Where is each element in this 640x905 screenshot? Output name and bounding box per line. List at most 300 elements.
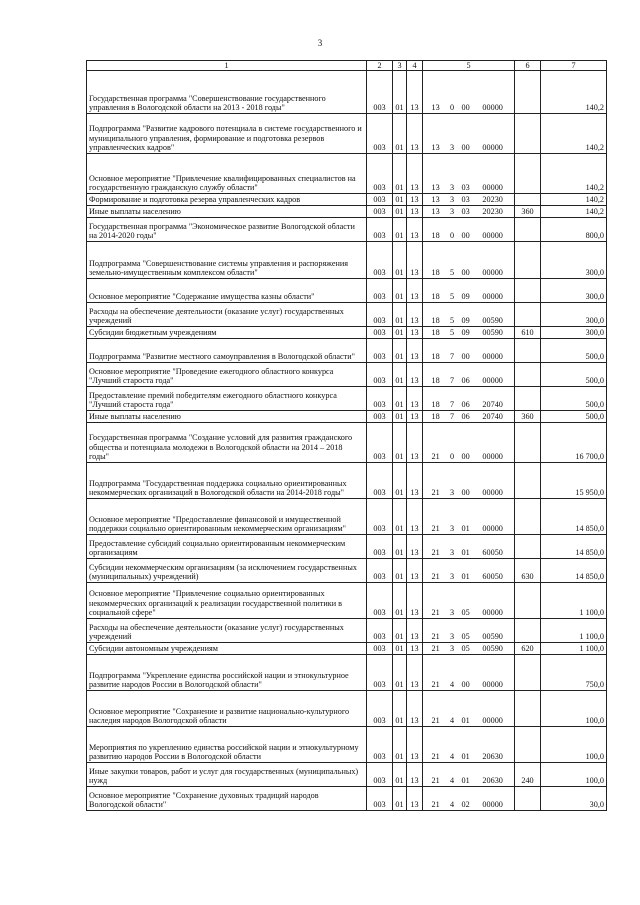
target-article-cell xyxy=(423,71,515,114)
expense-type-cell xyxy=(515,463,541,499)
ministry-code-cell: 003 xyxy=(367,463,393,499)
ministry-code-cell: 003 xyxy=(367,303,393,327)
target-code-part: 00 xyxy=(461,268,470,278)
budget-table xyxy=(86,60,607,811)
amount-cell: 1 100,0 xyxy=(541,643,607,655)
target-code-part: 01 xyxy=(461,572,470,582)
section-code-cell: 01 xyxy=(393,643,407,655)
target-code-part: 3 xyxy=(450,644,455,654)
target-code-part: 18 xyxy=(431,400,440,410)
ministry-code-cell: 003 xyxy=(367,559,393,583)
ministry-code-cell: 003 xyxy=(367,691,393,727)
table-row xyxy=(87,327,607,339)
expense-name-cell: Основное мероприятие "Содержание имущества казны области" xyxy=(87,279,367,303)
expense-type-cell: 620 xyxy=(515,643,541,655)
ministry-code-cell: 003 xyxy=(367,279,393,303)
expense-name-cell: Подпрограмма "Государственная поддержка социально ориентированных некоммерческих организаций в Вологодской области на 2014-2018 годы" xyxy=(87,463,367,499)
amount-cell: 1 100,0 xyxy=(541,583,607,619)
target-article-cell xyxy=(423,114,515,154)
table-row xyxy=(87,499,607,535)
target-code-part: 5 xyxy=(450,268,455,278)
subsection-code-cell: 13 xyxy=(407,327,423,339)
target-code-part: 18 xyxy=(431,412,440,422)
expense-type-cell xyxy=(515,423,541,463)
amount-cell: 300,0 xyxy=(541,242,607,279)
amount-cell: 30,0 xyxy=(541,787,607,811)
table-body xyxy=(87,71,607,811)
target-code-part: 13 xyxy=(431,143,440,153)
expense-type-cell xyxy=(515,114,541,154)
table-row xyxy=(87,303,607,327)
target-code-part: 00000 xyxy=(482,716,503,726)
target-code-part: 21 xyxy=(431,800,440,810)
table-row xyxy=(87,691,607,727)
amount-cell: 140,2 xyxy=(541,154,607,194)
target-code-part: 60050 xyxy=(482,548,503,558)
target-code-part: 09 xyxy=(461,316,470,326)
section-code-cell: 01 xyxy=(393,535,407,559)
expense-type-cell xyxy=(515,499,541,535)
target-article-cell xyxy=(423,387,515,411)
table-row xyxy=(87,619,607,643)
expense-name-cell: Формирование и подготовка резерва управленческих кадров xyxy=(87,194,367,206)
ministry-code-cell: 003 xyxy=(367,499,393,535)
table-row xyxy=(87,583,607,619)
target-code-part: 18 xyxy=(431,316,440,326)
target-article-code xyxy=(425,400,512,410)
subsection-code-cell: 13 xyxy=(407,194,423,206)
target-article-cell xyxy=(423,691,515,727)
amount-cell: 100,0 xyxy=(541,763,607,787)
ministry-code-cell: 003 xyxy=(367,363,393,387)
target-code-part: 00000 xyxy=(482,352,503,362)
target-code-part: 18 xyxy=(431,292,440,302)
target-code-part: 13 xyxy=(431,103,440,113)
target-code-part: 20740 xyxy=(482,412,503,422)
amount-cell: 1 100,0 xyxy=(541,619,607,643)
subsection-code-cell: 13 xyxy=(407,339,423,363)
header-cell: 5 xyxy=(423,61,515,71)
target-code-part: 21 xyxy=(431,680,440,690)
target-code-part: 21 xyxy=(431,548,440,558)
section-code-cell: 01 xyxy=(393,787,407,811)
subsection-code-cell: 13 xyxy=(407,242,423,279)
ministry-code-cell: 003 xyxy=(367,327,393,339)
section-code-cell: 01 xyxy=(393,194,407,206)
target-code-part: 60050 xyxy=(482,572,503,582)
target-code-part: 00590 xyxy=(482,644,503,654)
subsection-code-cell: 13 xyxy=(407,114,423,154)
target-code-part: 7 xyxy=(450,412,455,422)
subsection-code-cell: 13 xyxy=(407,643,423,655)
table-row xyxy=(87,727,607,763)
target-code-part: 20740 xyxy=(482,400,503,410)
target-code-part: 05 xyxy=(461,608,470,618)
target-code-part: 3 xyxy=(450,632,455,642)
amount-cell: 800,0 xyxy=(541,218,607,242)
target-code-part: 3 xyxy=(450,488,455,498)
target-code-part: 00000 xyxy=(482,376,503,386)
target-code-part: 20230 xyxy=(482,195,503,205)
expense-type-cell xyxy=(515,655,541,691)
target-code-part: 13 xyxy=(431,207,440,217)
table-row xyxy=(87,387,607,411)
subsection-code-cell: 13 xyxy=(407,499,423,535)
target-code-part: 03 xyxy=(461,183,470,193)
target-article-cell xyxy=(423,727,515,763)
target-code-part: 21 xyxy=(431,572,440,582)
ministry-code-cell: 003 xyxy=(367,218,393,242)
section-code-cell: 01 xyxy=(393,327,407,339)
target-article-code xyxy=(425,776,512,786)
table-row xyxy=(87,206,607,218)
target-code-part: 00000 xyxy=(482,103,503,113)
expense-name-cell: Государственная программа "Совершенствование государственного управления в Вологодской области на 2013 - 2018 годы" xyxy=(87,71,367,114)
target-code-part: 0 xyxy=(450,231,455,241)
target-article-cell xyxy=(423,303,515,327)
target-article-code xyxy=(425,608,512,618)
amount-cell: 500,0 xyxy=(541,363,607,387)
header-cell: 2 xyxy=(367,61,393,71)
section-code-cell: 01 xyxy=(393,303,407,327)
expense-type-cell xyxy=(515,535,541,559)
target-code-part: 00000 xyxy=(482,231,503,241)
ministry-code-cell: 003 xyxy=(367,619,393,643)
amount-cell: 140,2 xyxy=(541,114,607,154)
subsection-code-cell: 13 xyxy=(407,423,423,463)
target-code-part: 18 xyxy=(431,268,440,278)
target-code-part: 21 xyxy=(431,752,440,762)
target-code-part: 01 xyxy=(461,524,470,534)
target-code-part: 5 xyxy=(450,292,455,302)
header-cell: 6 xyxy=(515,61,541,71)
table-row xyxy=(87,423,607,463)
amount-cell: 300,0 xyxy=(541,279,607,303)
expense-type-cell xyxy=(515,787,541,811)
target-code-part: 00000 xyxy=(482,183,503,193)
target-code-part: 09 xyxy=(461,328,470,338)
ministry-code-cell: 003 xyxy=(367,339,393,363)
target-code-part: 00000 xyxy=(482,292,503,302)
section-code-cell: 01 xyxy=(393,655,407,691)
ministry-code-cell: 003 xyxy=(367,194,393,206)
ministry-code-cell: 003 xyxy=(367,787,393,811)
expense-type-cell: 630 xyxy=(515,559,541,583)
ministry-code-cell: 003 xyxy=(367,583,393,619)
section-code-cell: 01 xyxy=(393,154,407,194)
section-code-cell: 01 xyxy=(393,218,407,242)
target-article-cell xyxy=(423,499,515,535)
expense-name-cell: Мероприятия по укреплению единства российской нации и этнокультурному развитию народов России в Вологодской области xyxy=(87,727,367,763)
section-code-cell: 01 xyxy=(393,114,407,154)
target-code-part: 3 xyxy=(450,548,455,558)
target-code-part: 00000 xyxy=(482,143,503,153)
amount-cell: 300,0 xyxy=(541,327,607,339)
target-article-cell xyxy=(423,242,515,279)
target-code-part: 3 xyxy=(450,143,455,153)
subsection-code-cell: 13 xyxy=(407,411,423,423)
target-article-code xyxy=(425,548,512,558)
target-article-code xyxy=(425,524,512,534)
target-code-part: 00 xyxy=(461,680,470,690)
target-code-part: 00590 xyxy=(482,632,503,642)
target-article-cell xyxy=(423,423,515,463)
section-code-cell: 01 xyxy=(393,339,407,363)
target-article-code xyxy=(425,572,512,582)
target-code-part: 0 xyxy=(450,452,455,462)
target-article-code xyxy=(425,412,512,422)
amount-cell: 14 850,0 xyxy=(541,499,607,535)
ministry-code-cell: 003 xyxy=(367,655,393,691)
target-code-part: 3 xyxy=(450,207,455,217)
expense-name-cell: Субсидии бюджетным учреждениям xyxy=(87,327,367,339)
target-article-code xyxy=(425,183,512,193)
target-code-part: 09 xyxy=(461,292,470,302)
expense-name-cell: Подпрограмма "Развитие кадрового потенциала в системе государственного и муниципального управления, формирование и подготовка резервов управленческих кадров" xyxy=(87,114,367,154)
target-article-cell xyxy=(423,194,515,206)
header-cell: 3 xyxy=(393,61,407,71)
expense-name-cell: Предоставление субсидий социально ориентированным некоммерческим организациям xyxy=(87,535,367,559)
table-row xyxy=(87,218,607,242)
expense-name-cell: Субсидии некоммерческим организациям (за исключением государственных (муниципальных) учреждений) xyxy=(87,559,367,583)
expense-type-cell xyxy=(515,363,541,387)
target-article-code xyxy=(425,195,512,205)
table-row xyxy=(87,363,607,387)
subsection-code-cell: 13 xyxy=(407,691,423,727)
expense-type-cell: 360 xyxy=(515,411,541,423)
expense-type-cell xyxy=(515,619,541,643)
subsection-code-cell: 13 xyxy=(407,154,423,194)
expense-type-cell xyxy=(515,583,541,619)
amount-cell: 750,0 xyxy=(541,655,607,691)
amount-cell: 300,0 xyxy=(541,303,607,327)
expense-name-cell: Основное мероприятие "Привлечение социально ориентированных некоммерческих организаций к реализации государственной политики в социальной сфере" xyxy=(87,583,367,619)
target-code-part: 5 xyxy=(450,316,455,326)
subsection-code-cell: 13 xyxy=(407,655,423,691)
section-code-cell: 01 xyxy=(393,387,407,411)
amount-cell: 100,0 xyxy=(541,691,607,727)
ministry-code-cell: 003 xyxy=(367,727,393,763)
target-code-part: 00000 xyxy=(482,452,503,462)
section-code-cell: 01 xyxy=(393,619,407,643)
target-code-part: 01 xyxy=(461,776,470,786)
target-article-cell xyxy=(423,643,515,655)
target-code-part: 13 xyxy=(431,195,440,205)
table-row xyxy=(87,411,607,423)
target-article-code xyxy=(425,800,512,810)
target-code-part: 00 xyxy=(461,452,470,462)
subsection-code-cell: 13 xyxy=(407,535,423,559)
amount-cell: 14 850,0 xyxy=(541,559,607,583)
target-code-part: 21 xyxy=(431,644,440,654)
expense-name-cell: Предоставление премий победителям ежегодного областного конкурса "Лучший староста года" xyxy=(87,387,367,411)
target-code-part: 05 xyxy=(461,644,470,654)
subsection-code-cell: 13 xyxy=(407,363,423,387)
expense-type-cell: 360 xyxy=(515,206,541,218)
target-article-cell xyxy=(423,763,515,787)
target-article-cell xyxy=(423,218,515,242)
subsection-code-cell: 13 xyxy=(407,559,423,583)
target-article-code xyxy=(425,452,512,462)
target-code-part: 4 xyxy=(450,800,455,810)
expense-name-cell: Государственная программа "Экономическое развитие Вологодской области на 2014-2020 годы" xyxy=(87,218,367,242)
amount-cell: 14 850,0 xyxy=(541,535,607,559)
target-code-part: 00590 xyxy=(482,328,503,338)
ministry-code-cell: 003 xyxy=(367,71,393,114)
target-code-part: 06 xyxy=(461,412,470,422)
header-cell: 1 xyxy=(87,61,367,71)
expense-type-cell xyxy=(515,71,541,114)
target-article-code xyxy=(425,328,512,338)
target-article-code xyxy=(425,376,512,386)
target-article-cell xyxy=(423,619,515,643)
expense-type-cell xyxy=(515,154,541,194)
expense-name-cell: Подпрограмма "Развитие местного самоуправления в Вологодской области" xyxy=(87,339,367,363)
table-row xyxy=(87,787,607,811)
subsection-code-cell: 13 xyxy=(407,303,423,327)
target-article-code xyxy=(425,644,512,654)
target-code-part: 4 xyxy=(450,752,455,762)
expense-name-cell: Иные выплаты населению xyxy=(87,206,367,218)
expense-name-cell: Основное мероприятие "Привлечение квалифицированных специалистов на государственную гражданскую службу области" xyxy=(87,154,367,194)
target-code-part: 4 xyxy=(450,776,455,786)
section-code-cell: 01 xyxy=(393,559,407,583)
target-code-part: 18 xyxy=(431,352,440,362)
expense-type-cell xyxy=(515,339,541,363)
target-code-part: 21 xyxy=(431,488,440,498)
table-header-row xyxy=(87,61,607,71)
target-code-part: 7 xyxy=(450,376,455,386)
target-code-part: 00000 xyxy=(482,524,503,534)
target-article-cell xyxy=(423,411,515,423)
target-code-part: 01 xyxy=(461,716,470,726)
table-row xyxy=(87,655,607,691)
expense-name-cell: Подпрограмма "Укрепление единства российской нации и этнокультурное развитие народов России в Вологодской области" xyxy=(87,655,367,691)
amount-cell: 15 950,0 xyxy=(541,463,607,499)
section-code-cell: 01 xyxy=(393,463,407,499)
target-article-cell xyxy=(423,787,515,811)
subsection-code-cell: 13 xyxy=(407,727,423,763)
ministry-code-cell: 003 xyxy=(367,535,393,559)
section-code-cell: 01 xyxy=(393,242,407,279)
target-code-part: 3 xyxy=(450,195,455,205)
target-article-code xyxy=(425,752,512,762)
expense-name-cell: Основное мероприятие "Сохранение и развитие национально-культурного наследия народов Вологодской области xyxy=(87,691,367,727)
target-code-part: 21 xyxy=(431,608,440,618)
target-code-part: 7 xyxy=(450,400,455,410)
target-code-part: 21 xyxy=(431,716,440,726)
table-row xyxy=(87,114,607,154)
section-code-cell: 01 xyxy=(393,423,407,463)
expense-type-cell xyxy=(515,387,541,411)
target-code-part: 06 xyxy=(461,400,470,410)
target-code-part: 05 xyxy=(461,632,470,642)
target-code-part: 3 xyxy=(450,572,455,582)
expense-type-cell: 240 xyxy=(515,763,541,787)
target-code-part: 00000 xyxy=(482,488,503,498)
section-code-cell: 01 xyxy=(393,279,407,303)
expense-name-cell: Основное мероприятие "Проведение ежегодного областного конкурса "Лучший староста года" xyxy=(87,363,367,387)
amount-cell: 140,2 xyxy=(541,206,607,218)
target-code-part: 00 xyxy=(461,143,470,153)
target-code-part: 03 xyxy=(461,195,470,205)
target-code-part: 01 xyxy=(461,548,470,558)
ministry-code-cell: 003 xyxy=(367,423,393,463)
target-code-part: 00000 xyxy=(482,608,503,618)
target-code-part: 00000 xyxy=(482,800,503,810)
section-code-cell: 01 xyxy=(393,411,407,423)
target-article-cell xyxy=(423,327,515,339)
target-code-part: 00 xyxy=(461,352,470,362)
expense-type-cell xyxy=(515,194,541,206)
amount-cell: 100,0 xyxy=(541,727,607,763)
ministry-code-cell: 003 xyxy=(367,114,393,154)
expense-name-cell: Подпрограмма "Совершенствование системы управления и распоряжения земельно-имущественным комплексом области" xyxy=(87,242,367,279)
table-row xyxy=(87,242,607,279)
subsection-code-cell: 13 xyxy=(407,463,423,499)
expense-name-cell: Основное мероприятие "Предоставление финансовой и имущественной поддержки социально ориентированным некоммерческим организациям" xyxy=(87,499,367,535)
subsection-code-cell: 13 xyxy=(407,218,423,242)
target-article-cell xyxy=(423,279,515,303)
expense-name-cell: Расходы на обеспечение деятельности (оказание услуг) государственных учреждений xyxy=(87,619,367,643)
target-article-cell xyxy=(423,463,515,499)
table-row xyxy=(87,339,607,363)
ministry-code-cell: 003 xyxy=(367,206,393,218)
expense-type-cell xyxy=(515,691,541,727)
expense-type-cell xyxy=(515,727,541,763)
section-code-cell: 01 xyxy=(393,206,407,218)
header-cell: 4 xyxy=(407,61,423,71)
table-row xyxy=(87,194,607,206)
expense-type-cell xyxy=(515,303,541,327)
target-article-cell xyxy=(423,655,515,691)
amount-cell: 500,0 xyxy=(541,411,607,423)
target-article-cell xyxy=(423,339,515,363)
subsection-code-cell: 13 xyxy=(407,279,423,303)
expense-type-cell xyxy=(515,218,541,242)
target-code-part: 18 xyxy=(431,376,440,386)
target-article-cell xyxy=(423,535,515,559)
table-row xyxy=(87,643,607,655)
target-code-part: 7 xyxy=(450,352,455,362)
target-article-code xyxy=(425,316,512,326)
target-code-part: 06 xyxy=(461,376,470,386)
target-code-part: 03 xyxy=(461,207,470,217)
ministry-code-cell: 003 xyxy=(367,154,393,194)
target-code-part: 21 xyxy=(431,632,440,642)
target-code-part: 4 xyxy=(450,680,455,690)
table-row xyxy=(87,279,607,303)
target-code-part: 00000 xyxy=(482,268,503,278)
amount-cell: 140,2 xyxy=(541,194,607,206)
expense-name-cell: Основное мероприятие "Сохранение духовных традиций народов Вологодской области" xyxy=(87,787,367,811)
expense-type-cell: 610 xyxy=(515,327,541,339)
subsection-code-cell: 13 xyxy=(407,619,423,643)
target-code-part: 18 xyxy=(431,328,440,338)
section-code-cell: 01 xyxy=(393,499,407,535)
target-article-code xyxy=(425,352,512,362)
target-article-code xyxy=(425,488,512,498)
target-code-part: 21 xyxy=(431,776,440,786)
expense-name-cell: Государственная программа "Создание условий для развития гражданского общества и потенциала молодежи в Вологодской области на 2014 – 2018 годы" xyxy=(87,423,367,463)
target-code-part: 01 xyxy=(461,752,470,762)
subsection-code-cell: 13 xyxy=(407,763,423,787)
target-code-part: 20630 xyxy=(482,776,503,786)
section-code-cell: 01 xyxy=(393,727,407,763)
target-code-part: 00590 xyxy=(482,316,503,326)
target-code-part: 4 xyxy=(450,716,455,726)
subsection-code-cell: 13 xyxy=(407,787,423,811)
